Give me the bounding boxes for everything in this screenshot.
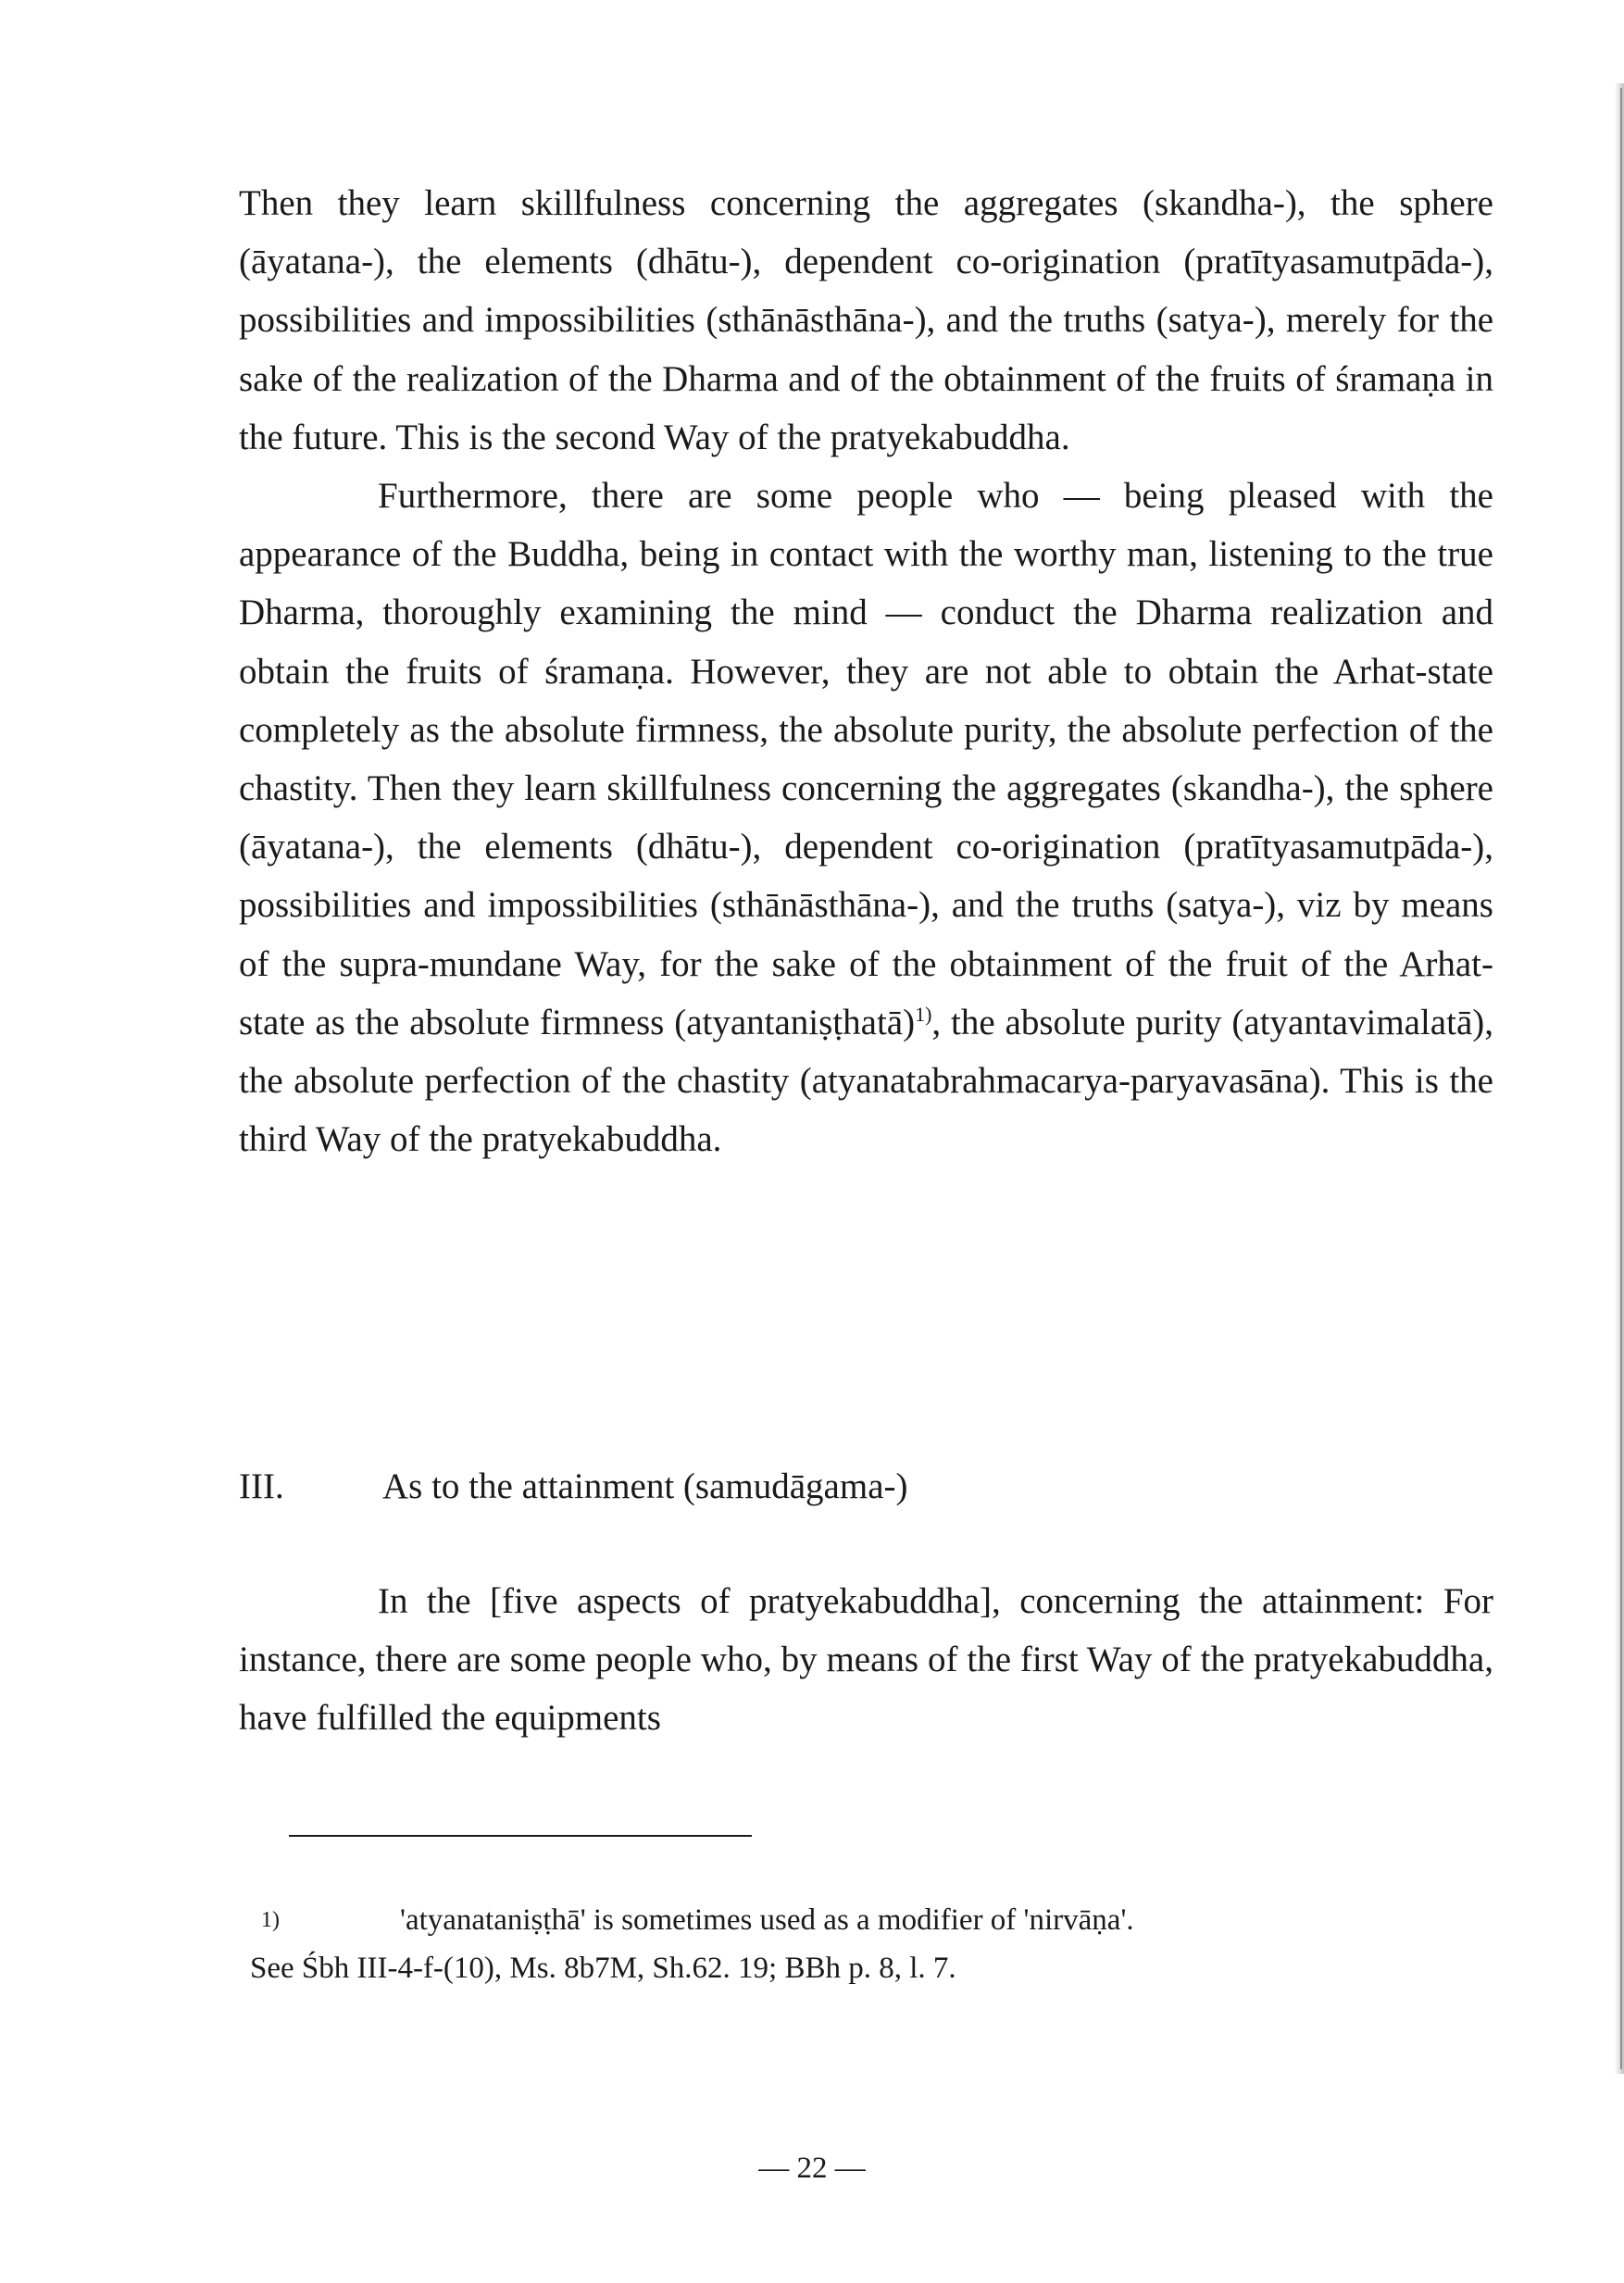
footnote-text-1: 'atyanataniṣṭhā' is sometimes used as a modifier of 'nirvāṇa'. bbox=[400, 1903, 1134, 1937]
scan-edge-shadow bbox=[1615, 83, 1624, 2074]
paragraph-1: Then they learn skillfulness concerning the aggregates (skandha-), the sphere (āyatana-), the elements (dhātu-), dependent co-origination (pratītyasamutpāda-), possibilities and impossibilities (sthānāsthāna-), and the truths (satya-), merely for the sake of the realization of the Dharma and of the obtainment of the fruits of śramaṇa in the future. This is the second Way of the pratyekabuddha. bbox=[239, 183, 1493, 457]
footnote-divider bbox=[289, 1835, 752, 1837]
section-number: III. bbox=[239, 1466, 284, 1506]
footnote-marker: 1) bbox=[261, 1908, 280, 1932]
section-text bbox=[239, 1572, 1493, 1747]
section-title: As to the attainment (samudāgama-) bbox=[382, 1466, 908, 1506]
paragraph-2-text-continued: , the absolute purity (atyantavimalatā), the absolute perfection of the chastity (atyanatabrahmacarya-paryavasāna). This is the third Way of the pratyekabuddha. bbox=[239, 1002, 1493, 1160]
footnote-line-2: See Śbh III-4-f-(10), Ms. 8b7M, Sh.62. 19; BBh p. 8, l. 7. bbox=[250, 1952, 956, 1985]
main-text bbox=[239, 174, 1493, 1168]
paragraph-2-text: Furthermore, there are some people who — being pleased with the appearance of the Buddha, being in contact with the worthy man, listening to the true Dharma, thoroughly examining the mind — conduct the Dharma realization and obtain the fruits of śramaṇa. However, they are not able to obtain the Arhat-state completely as the absolute firmness, the absolute purity, the absolute perfection of the chastity. Then they learn skillfulness concerning the aggregates (skandha-), the sphere (āyatana-), the elements (dhātu-), dependent co-origination (pratītyasamutpāda-), possibilities and impossibilities (sthānāsthāna-), and the truths (satya-), viz by means of the supra-mundane Way, for the sake of the obtainment of the fruit of the Arhat-state as the absolute firmness (atyantaniṣṭhatā) bbox=[239, 476, 1493, 1042]
page-number: — 22 — bbox=[758, 2152, 866, 2185]
footnote-reference: 1) bbox=[915, 1002, 932, 1026]
footnote-line-1 bbox=[250, 1896, 1500, 1944]
scan-edge-line bbox=[1620, 88, 1622, 2069]
section-heading bbox=[239, 1457, 907, 1516]
footnotes bbox=[250, 1896, 1500, 1992]
paragraph-2 bbox=[239, 467, 1493, 1168]
paragraph-3: In the [five aspects of pratyekabuddha], concerning the attainment: For instance, there are some people who, by means of the first Way of the pratyekabuddha, have fulfilled the equipments bbox=[239, 1581, 1493, 1738]
